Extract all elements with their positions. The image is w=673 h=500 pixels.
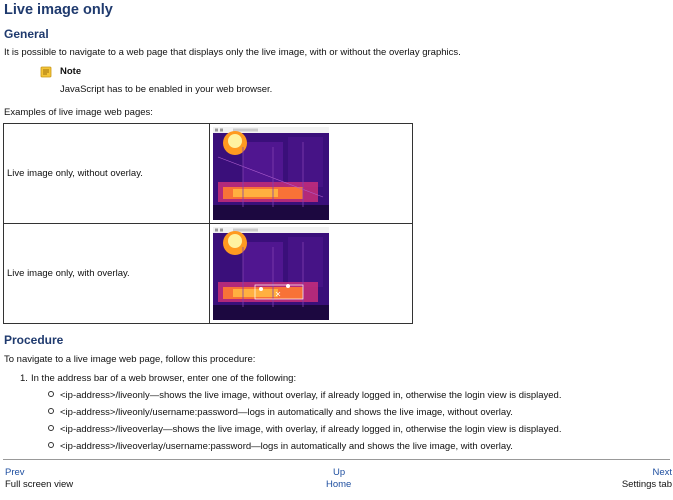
thermal-image-with-overlay	[213, 227, 329, 320]
example-label: Live image only, without overlay.	[4, 124, 210, 224]
option-text: <ip-address>/liveoverlay—shows the live image, with overlay, if already logged in, otherwise the login view is displayed.	[60, 424, 562, 435]
examples-table	[3, 123, 413, 324]
prev-link[interactable]: Prev	[5, 467, 25, 478]
example-image-cell	[210, 224, 413, 324]
thermal-image-without-overlay	[213, 127, 329, 220]
footer-divider	[3, 459, 670, 460]
list-item	[48, 390, 561, 401]
list-item	[48, 407, 513, 418]
example-image-cell	[210, 124, 413, 224]
procedure-heading: Procedure	[4, 333, 64, 347]
option-text: <ip-address>/liveoverlay/username:password—logs in automatically and shows the live image, with overlay.	[60, 441, 513, 452]
next-title: Settings tab	[621, 479, 672, 490]
examples-intro: Examples of live image web pages:	[4, 107, 153, 118]
step-text: In the address bar of a web browser, enter one of the following:	[31, 373, 297, 384]
bullet-icon	[48, 391, 54, 397]
option-text: <ip-address>/liveonly/username:password—logs in automatically and shows the live image, without overlay.	[60, 407, 513, 418]
general-intro: It is possible to navigate to a web page that displays only the live image, with or without the overlay graphics.	[4, 47, 461, 58]
up-link[interactable]: Up	[333, 467, 346, 478]
list-item	[48, 441, 513, 452]
bullet-icon	[48, 408, 54, 414]
table-row	[4, 224, 413, 324]
note-icon	[40, 66, 52, 78]
step-number: 1.	[20, 373, 28, 384]
table-row	[4, 124, 413, 224]
procedure-intro: To navigate to a live image web page, follow this procedure:	[4, 354, 256, 365]
prev-title: Full screen view	[5, 479, 74, 490]
list-item	[48, 424, 561, 435]
option-text: <ip-address>/liveonly—shows the live image, without overlay, if already logged in, otherwise the login view is displayed.	[60, 390, 562, 401]
note-body: JavaScript has to be enabled in your web browser.	[60, 84, 273, 95]
general-heading: General	[4, 27, 49, 41]
example-label: Live image only, with overlay.	[4, 224, 210, 324]
note-title: Note	[60, 66, 82, 77]
bullet-icon	[48, 442, 54, 448]
home-link[interactable]: Home	[326, 479, 352, 490]
page-title: Live image only	[4, 2, 113, 18]
next-link[interactable]: Next	[652, 467, 672, 478]
bullet-icon	[48, 425, 54, 431]
